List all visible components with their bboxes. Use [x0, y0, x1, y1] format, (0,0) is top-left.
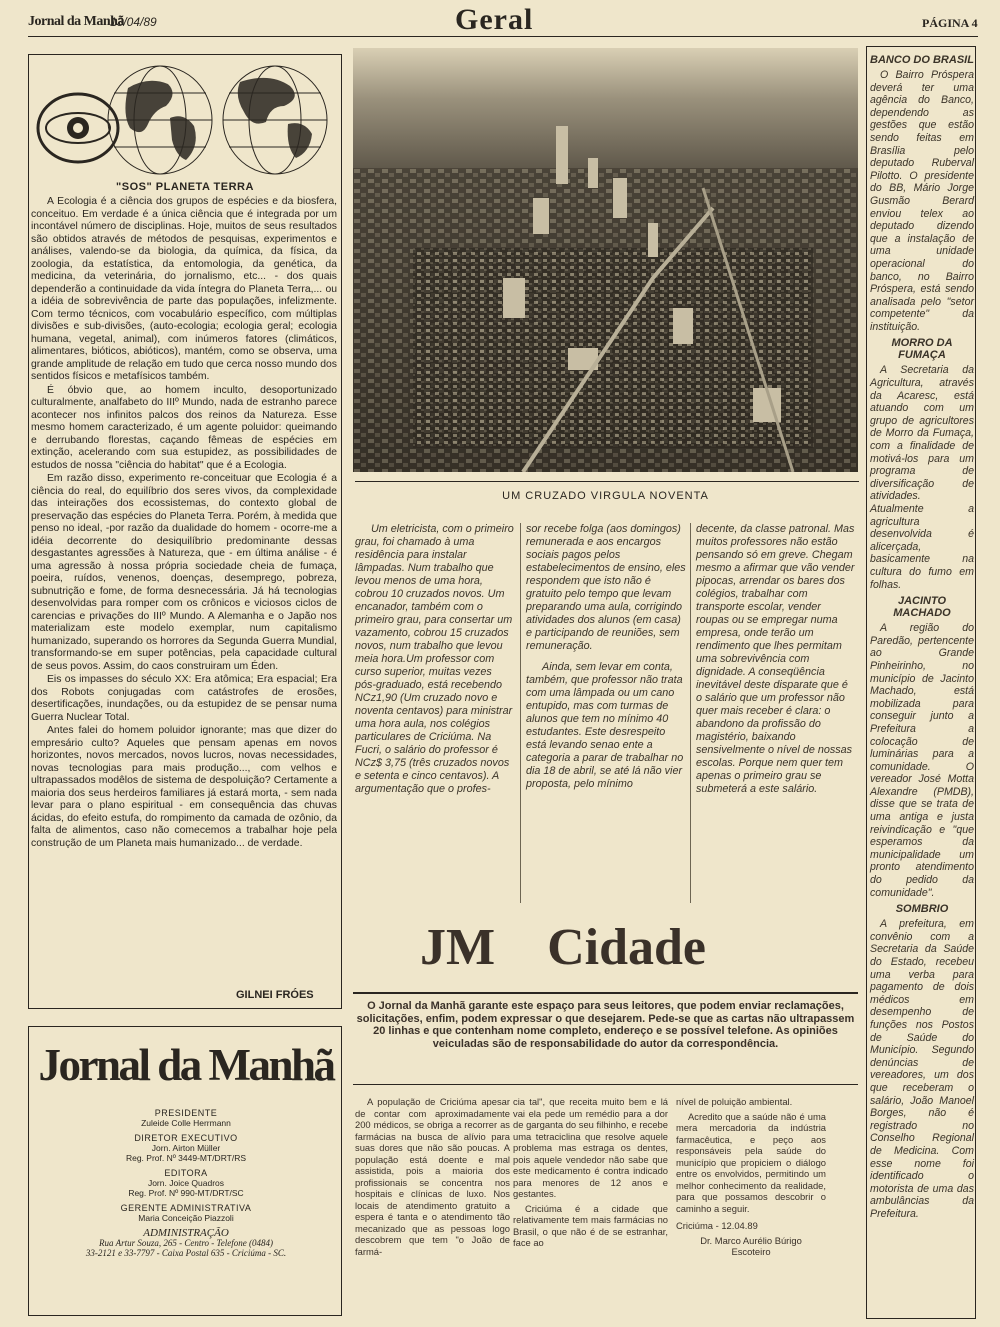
cruzado-column-2	[526, 523, 686, 799]
note-heading: SOMBRIO	[895, 903, 949, 916]
note-heading: JACINTO MACHADO	[893, 595, 951, 620]
staff-registration: Reg. Prof. Nº 3449-MT/DRT/RS	[125, 1153, 247, 1163]
note-text: A região do Paredão, pertencente ao Grande Pinheirinho, no município de Jacinto Machado, está mobilizada para conseguir junto a Prefeitura a colocação de luminárias para a comunidade. O vereador José Motta Alexandre (PMDB), disse que se trata de uma antiga e justa reivindicação e "que esperamos da municipalidade um pronto atendimento do pedido da comunidade".	[870, 622, 974, 899]
admin-address-line: Rua Artur Souza, 265 - Centro - Telefone (0484)	[99, 1238, 273, 1248]
letter-paragraph: nível de poluição ambiental.	[676, 1096, 793, 1107]
reader-letter-column-1	[355, 1096, 510, 1260]
column-divider	[520, 523, 521, 903]
sos-paragraph: Antes falei do homem poluidor ignorante; mas que dizer do empresário culto? Aqueles que pensam apenas em novos horizontes, novos mercados, novos lucros, novas necessidades, novas tecnologias para mais produção..., com velhos e ultrapassados modêlos de sistema de despoluição? Certamente a maioria dos seus herdeiros familiares já estará morta, - sem nada levar para o plano espiritual - em consequência das chuvas ácidas, do efeito estufa, do rompimento da camada de ozônio, da falta de alimentos, caso não comecemos a trabalhar hoje pela construção de um Planeta mais humanizado... de verdade.	[31, 725, 337, 849]
staff-entry	[34, 1133, 338, 1163]
letter-place-date: Criciúma - 12.04.89	[676, 1220, 758, 1231]
note-text: A prefeitura, em convênio com a Secretaria da Saúde do Estado, recebeu uma verba para pagamento de dois médicos em desempenho de funções nos Postos de Saúde do Município. Segundo denúncias de vereadores, um dos que receberam o salário, João Manoel Borges, não é registrado no Conselho Regional de Medicina. Com esse nome foi identificado o motorista de uma das ambulâncias da Prefeitura.	[870, 918, 974, 1220]
admin-label: ADMINISTRAÇÃO	[143, 1227, 229, 1239]
sos-article-body	[31, 196, 337, 986]
sos-author-signature: GILNEI FRÓES	[236, 989, 314, 1001]
header-rule	[28, 36, 978, 37]
cruzado-paragraph: sor recebe folga (aos domingos) remunerada e aos encargos sociais pagos pelos estabelecimentos de ensino, eles respondem que isto não é gratuito pelo tempo que levam preparando uma aula, corrigindo atividades dos alunos (em casa) e participando de reuniões, sem remuneração.	[526, 523, 686, 652]
staff-name: Jorn. Airton Müller	[151, 1143, 221, 1153]
letter-paragraph: A população de Criciúma apesar de contar com aproximadamente 200 médicos, se obriga a recorrer as farmácias na busca de alívio para suas dores que não são poucas. A população está doente e mal assistida, pois a maioria dos profissionais se concentra nos hospitais e clínicas de luxo. Nos locais de atendimento gratuito a espera é tanta e o atendimento tão mecanizado que as pessoas logo descobrem que tem "o João de farmá-	[355, 1096, 510, 1257]
photo-rule	[355, 481, 859, 482]
staff-role: EDITORA	[164, 1168, 208, 1178]
jm-cidade-intro: O Jornal da Manhã garante este espaço para seus leitores, que podem enviar reclamações, solicitações, enfim, podem expressar o que desejarem. Pede-se que as cartas não ultrapassem 20 linhas e que contenham nome completo, endereço e se possível telefone. As opiniões veiculadas são de responsabilidade do autor da correspondência.	[356, 1000, 855, 1050]
cruzado-column-3	[696, 523, 856, 804]
staff-entry	[34, 1108, 338, 1128]
reader-letter-column-3	[676, 1096, 826, 1258]
jm-title-left: JM	[420, 919, 496, 976]
letter-paragraph: cia tal", que receita muito bem e lá vai ela pede um remédio para a dor de garganta do seu filhinho, e recebe uma tetraciclina que resolve aquele problema mas estraga os dentes, pois aquele vendedor não sabe que este medicamento é contra indicado para menores de 12 anos e gestantes.	[513, 1096, 668, 1199]
sos-paragraph: A Ecologia é a ciência dos grupos de espécies e da biosfera, conceituo. Em verdade é a única ciência que é integrada por um incontável número de disciplinas. Hoje, muitos de seus resultados são obtidos através de métodos de pesquisas, experimentos e análises, valendo-se da biologia, da química, da física, da zoologia, da estatística, da entomologia, da genética, da medicina, da veterinária, do jornalismo, etc... - dos quais dependerão a continuidade da vida íntegra do Planeta Terra,... ou a idéia de sobrevivência de parte das populações, infelizmente. Com termo técnicos, com vocabulário específico, com múltiplas divisões e sub-divisões, (auto-ecologia; ecologia geral; ecologia humana, vegetal, animal), com inúmeros fatores (climáticos, alimentares, bióticos, abióticos), mantém, como se observa, uma grande amplitude de relação em tudo que cerca nosso mundo dos sentidos físicos e metafísicos também.	[31, 196, 337, 382]
sos-paragraph: Em razão disso, experimento re-conceituar que Ecologia é a ciência do real, do equilíbrio dos seres vivos, da complexidade das inteirações dos ecossistemas, do contexto global de preservação das espécies do Planeta Terra. Porém, à medida que penso no ideal, -por razão da dualidade do homem - ocorre-me a idéia decorrente do desiquilíbrio predominante dessas desgastantes agressões à Natureza, que - em última análise - é uma agressão à nossa própria sociedade cheia de fumaça, poeira, ruídos, venenos, doenças, desemprego, pobreza, subnutrição e fome, de forma desnecessária. Já há tecnologias desenvolvidas para romper com os crônicos e viciosos ciclos de carencias e privações do IIIº Mundo. A Alemanha e o Japão nos materializam este modelo exemplar, num capitalismo humanizado, superando os horrores da Segunda Guerra Mundial, transformando-se em super potências, pela capacidade cultural de seus povos. Assim, do caos construiram um Éden.	[31, 473, 337, 672]
staff-list	[34, 1108, 338, 1258]
staff-role: PRESIDENTE	[154, 1108, 218, 1118]
header-masthead: Jornal da Manhã	[28, 14, 124, 29]
letter-author-role: Escoteiro	[731, 1246, 771, 1257]
cruzado-paragraph: decente, da classe patronal. Mas muitos professores não estão pensando só em greve. Chegam mesmo a afirmar que vão vender pipocas, arrendar os bares dos colégios, trabalhar com transporte escolar, vender roupas ou se empregar numa empresa, onde terão um rendimento que lhes permitam uma sobrevivência com dignidade. A conseqüência inevitável deste disparate que é o salário que um professor não quer mais receber é clara: o abandono da profissão do magistério, baixando sensivelmente o nível de nossas escolas. Porque nem quer tem apenas o primeiro grau se submeterá a este salário.	[696, 523, 855, 795]
cruzado-paragraph: Um eletricista, com o primeiro grau, foi chamado à uma residência para instalar lâmpadas. Num trabalho que levou menos de uma hora, cobrou 10 cruzados novos. Um encanador, também com o primeiro grau, para consertar um vazamento, cobrou 15 cruzados novos, num trabalho que levou meia hora.Um professor com curso superior, muitas vezes pós-graduado, está recebendo NCz1,90 (Um cruzado novo e noventa centavos) para ministrar uma hora aula, nos colégios particulares de Criciúma. Na Fucri, o salário do professor é NCz$ 3,75 (três cruzados novos e setenta e cinco centavos). A argumentação que o profes-	[355, 523, 514, 795]
eye-globe-illustration-icon	[30, 58, 340, 182]
sos-article-title: "SOS" PLANETA TERRA	[116, 181, 254, 193]
letter-paragraph: Criciúma é a cidade que relativamente tem mais farmácias no Brasil, o que não é de se estranhar, face ao	[513, 1202, 668, 1248]
jm-cidade-rule-bottom	[353, 1084, 858, 1085]
staff-role: GERENTE ADMINISTRATIVA	[120, 1203, 252, 1213]
cruzado-column-1	[355, 523, 515, 804]
photo-caption: UM CRUZADO VIRGULA NOVENTA	[502, 490, 709, 502]
header-date: 13/04/89	[110, 15, 157, 29]
staff-entry	[34, 1168, 338, 1198]
column-divider	[690, 523, 691, 903]
notes-column	[870, 50, 974, 1220]
note-heading: BANCO DO BRASIL	[870, 54, 974, 66]
staff-name: Maria Conceição Piazzoli	[138, 1213, 234, 1223]
reader-letter-column-2	[513, 1096, 668, 1252]
staff-registration: Reg. Prof. Nº 990-MT/DRT/SC	[128, 1188, 244, 1198]
admin-address-line: 33-2121 e 33-7797 - Caixa Postal 635 - Criciúma - SC.	[85, 1248, 287, 1258]
letter-author: Dr. Marco Aurélio Búrigo	[700, 1234, 802, 1246]
aerial-city-photo	[353, 48, 858, 472]
note-text: A Secretaria da Agricultura, através da Acaresc, está atuando com um grupo de agricultores de Morro da Fumaça, com a finalidade de motivá-los para um programa de diversificação de atividades. Atualmente a agricultura desenvolvida é alicerçada, basicamente na cultura do fumo em folhas.	[870, 364, 974, 591]
page-number: PÁGINA 4	[922, 16, 978, 30]
note-heading: MORRO DA FUMAÇA	[891, 337, 953, 362]
letter-paragraph: Acredito que a saúde não é uma mera mercadoria da indústria farmacêutica, e peço aos responsáveis pela saúde do município que propiciem o diálogo entre os envolvidos, permitindo um melhor conhecimento da realidade, para que possamos descobrir o caminho a seguir.	[676, 1110, 826, 1214]
note-text: O Bairro Próspera deverá ter uma agência do Banco, dependendo as gestões que estão sendo feitas em Brasília pelo deputado Ruberval Pilotto. O presidente do BB, Mário Jorge Gusmão Berard enviou telex ao deputado dizendo que a instalação de uma unidade operacional do banco, no Bairro Próspera, está sendo analisada pelo "setor competente" da instituição.	[870, 69, 974, 333]
staff-entry	[34, 1203, 338, 1223]
sos-paragraph: Eis os impasses do século XX: Era atômica; Era espacial; Era dos Robots conjugadas com catástrofes de erosões, desertificações, inundações, ou da estupidez de se pensar numa Guerra Nuclear Total.	[31, 674, 337, 723]
newspaper-logo: Jornal da Manhã	[38, 1040, 334, 1090]
staff-role: DIRETOR EXECUTIVO	[134, 1133, 238, 1143]
cruzado-paragraph: Ainda, sem levar em conta, também, que professor não trata com uma lâmpada ou um cano entupido, mas com turmas de alunos que tem no mínimo 40 estudantes. Este desrespeito está levando senao ente a categoria a parar de trabalhar no dia 18 de abril, se até lá não vier proposta, pelo mínimo	[526, 661, 684, 790]
staff-name: Zuleide Colle Herrmann	[141, 1118, 231, 1128]
jm-cidade-rule	[353, 992, 858, 994]
section-title: Geral	[455, 3, 534, 36]
jm-cidade-title	[420, 918, 706, 977]
staff-name: Jorn. Joice Quadros	[147, 1178, 225, 1188]
sos-paragraph: É óbvio que, ao homem inculto, desoportunizado culturalmente, analfabeto do IIIº Mundo, nada de estranho parece acontecer nos infinitos palcos dos reinos da Natureza. Esse mesmo homem caracterizado, é um agente poluidor: queimando e derrubando florestas, caçando fêmeas de espécies em extinção, acelerando com sua estupidez, as possibilidades de estudos de nossa "ciência do habitat" que é a Ecologia.	[31, 384, 337, 471]
jm-title-right: Cidade	[547, 919, 707, 976]
